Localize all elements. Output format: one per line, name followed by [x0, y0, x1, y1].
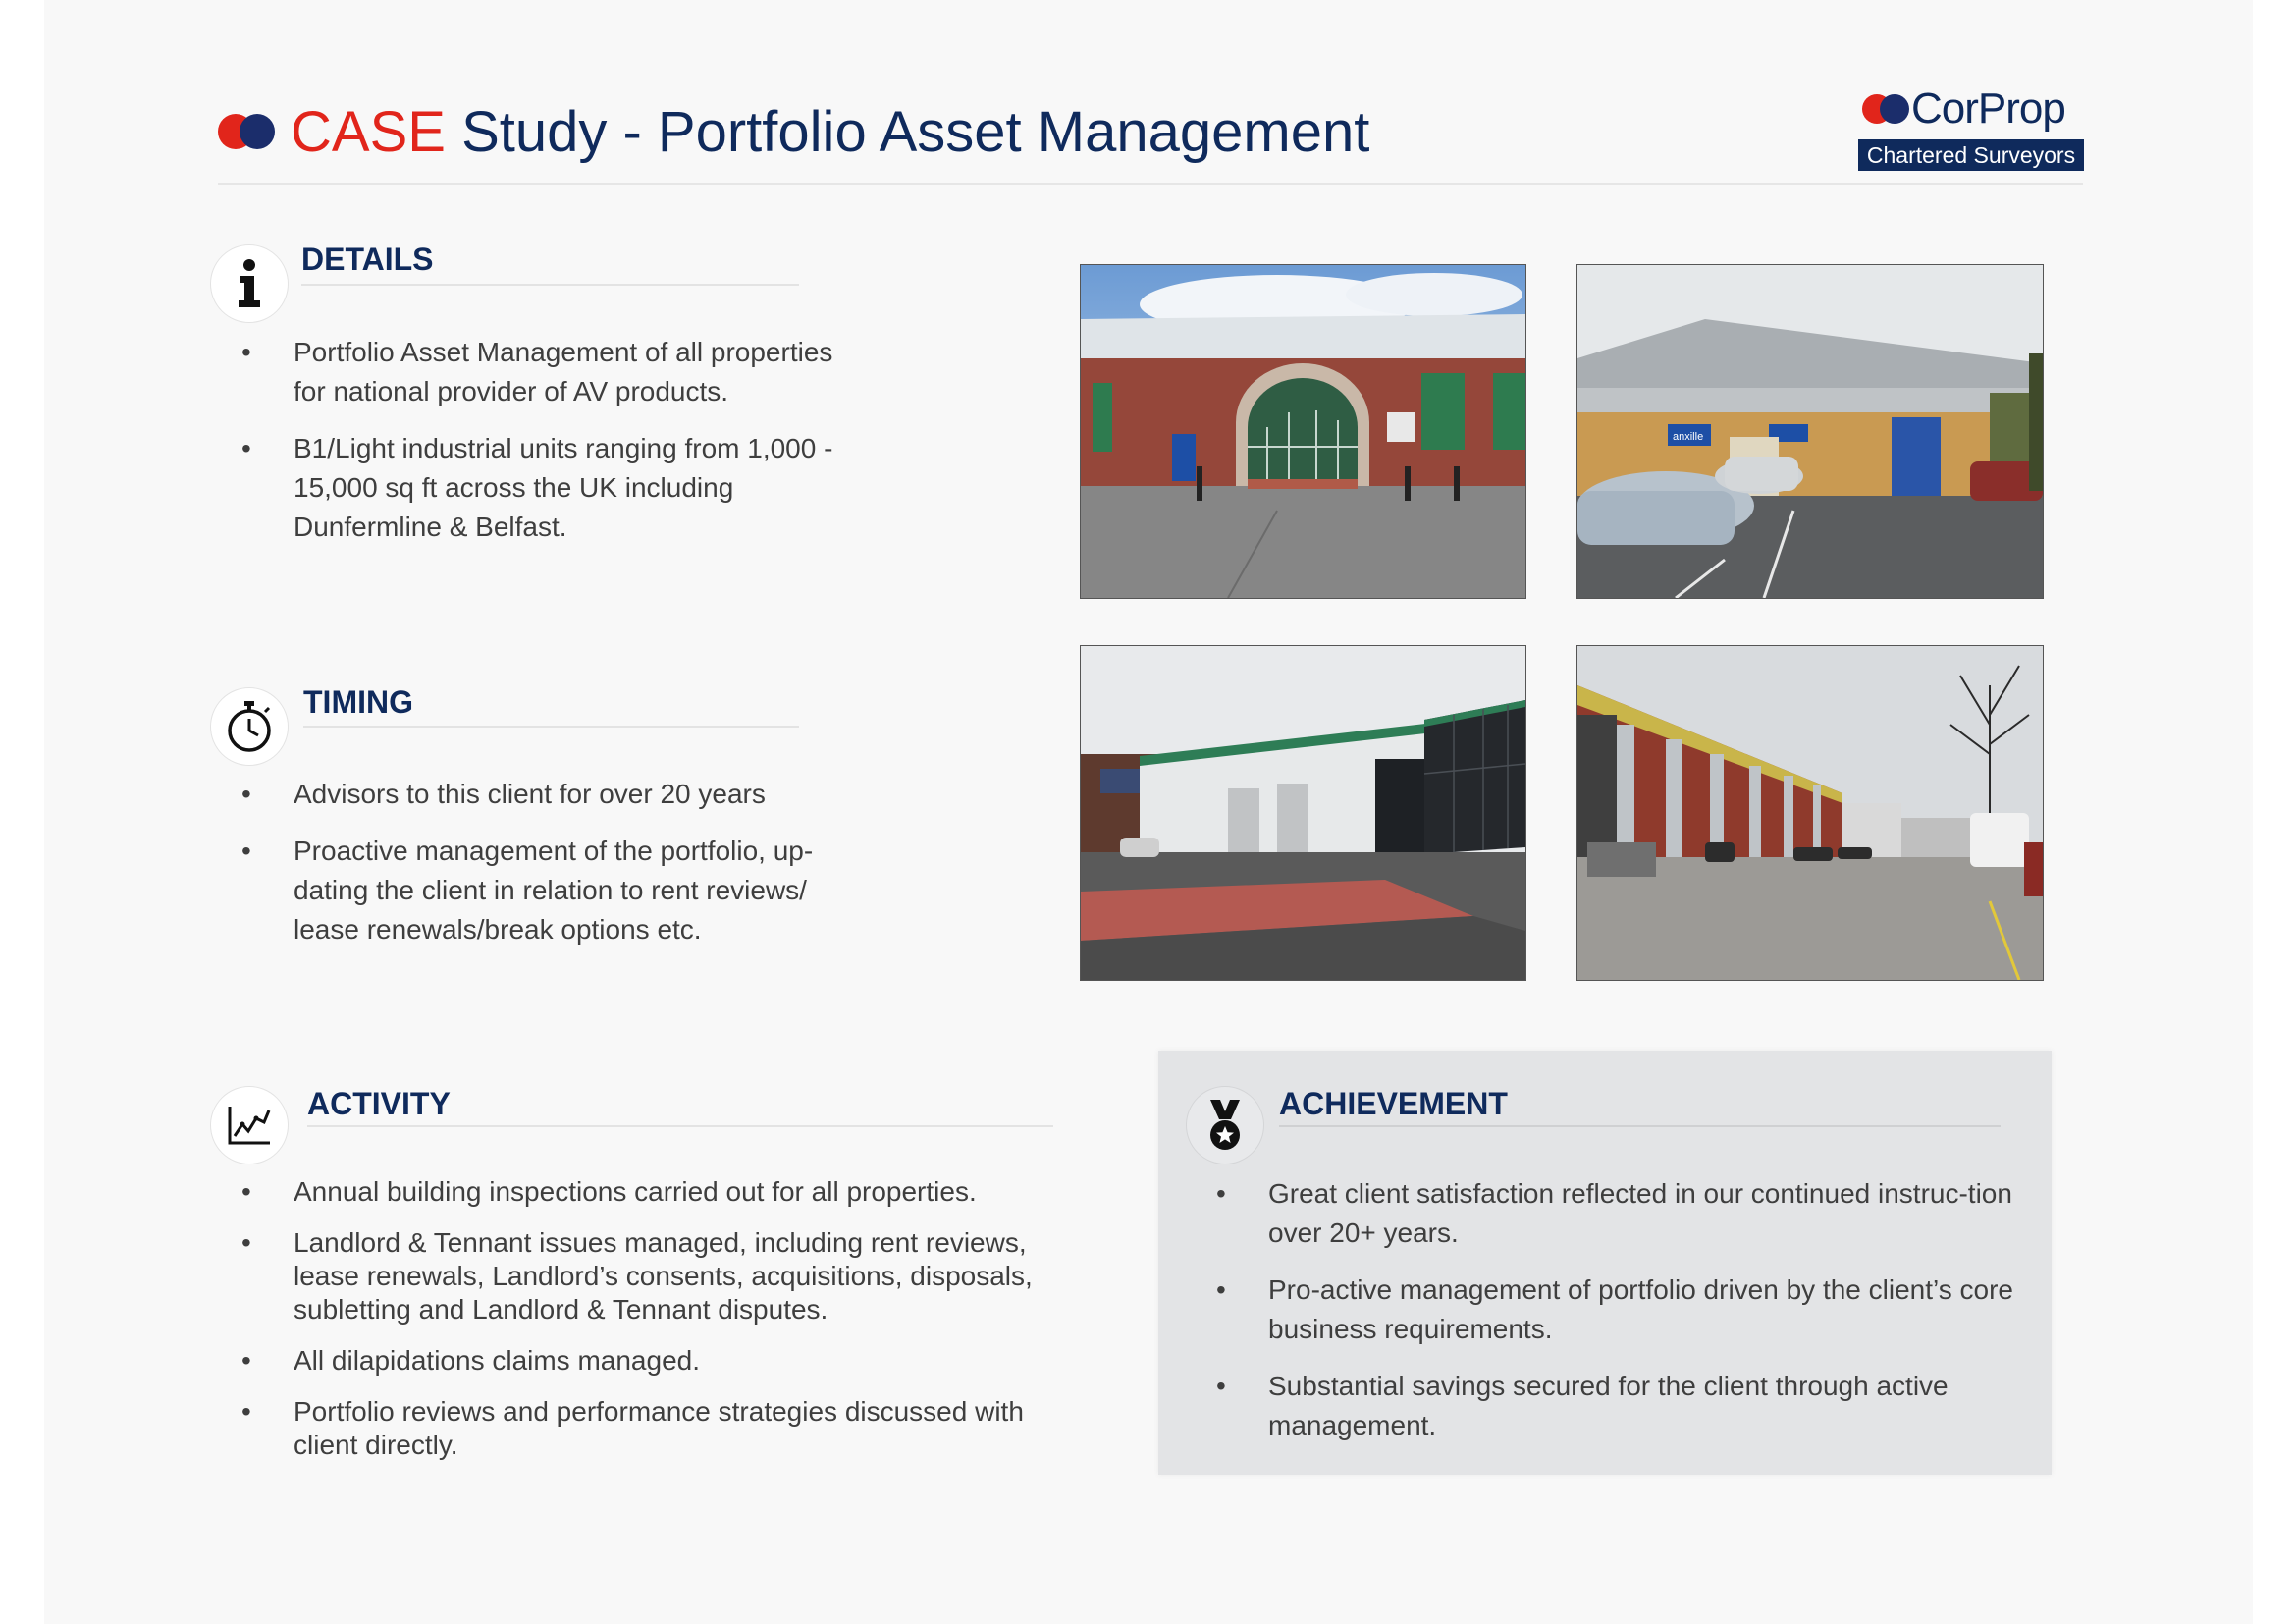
list-item: • Great client satisfaction reflected in our continued instruc-tion over 20+ years.: [1216, 1174, 2021, 1253]
list-item: • Landlord & Tennant issues managed, including rent reviews, lease renewals, Landlord’s consents, acquisitions, disposals, subletting and Landlord & Tennant disputes.: [241, 1226, 1066, 1326]
page-title: [291, 96, 1369, 169]
timing-divider: [303, 726, 799, 728]
info-icon: [210, 244, 289, 323]
list-item: • Pro-active management of portfolio driven by the client’s core business requirements.: [1216, 1271, 2021, 1349]
activity-divider: [307, 1125, 1053, 1127]
details-heading: DETAILS: [301, 242, 434, 277]
achievement-list: [1216, 1174, 2021, 1445]
header-divider: [218, 183, 2083, 185]
activity-list: [241, 1175, 1066, 1462]
list-item: • Advisors to this client for over 20 years: [241, 775, 870, 814]
building-sign: anxille: [1673, 431, 1704, 443]
corprop-logo: [1858, 84, 2084, 173]
logo-brand: CorProp: [1911, 84, 2065, 133]
title-rest: Study - Portfolio Asset Management: [445, 100, 1370, 164]
details-divider: [301, 284, 799, 286]
property-photo-4: [1576, 645, 2044, 981]
achievement-heading: ACHIEVEMENT: [1279, 1086, 1508, 1121]
list-item: • Portfolio reviews and performance strategies discussed with client directly.: [241, 1395, 1066, 1462]
details-list: [241, 333, 870, 547]
list-item: • All dilapidations claims managed.: [241, 1344, 1066, 1378]
property-photo-1: [1080, 264, 1526, 599]
achievement-divider: [1279, 1125, 2001, 1127]
brand-dots-icon: [218, 114, 277, 153]
list-item: • B1/Light industrial units ranging from 1,000 - 15,000 sq ft across the UK including Dunfermline & Belfast.: [241, 429, 870, 547]
logo-tagline: Chartered Surveyors: [1858, 139, 2084, 171]
medal-icon: [1186, 1086, 1264, 1164]
page-header: [218, 96, 2083, 175]
list-item: • Substantial savings secured for the client through active management.: [1216, 1367, 2021, 1445]
property-photo-2: [1576, 264, 2044, 599]
timing-list: [241, 775, 870, 949]
list-item: • Portfolio Asset Management of all properties for national provider of AV products.: [241, 333, 870, 411]
chart-icon: [210, 1086, 289, 1164]
timing-heading: TIMING: [303, 684, 413, 720]
stopwatch-icon: [210, 687, 289, 766]
property-photo-3: [1080, 645, 1526, 981]
list-item: • Proactive management of the portfolio, up-dating the client in relation to rent reviews/ lease renewals/break options etc.: [241, 832, 870, 949]
list-item: • Annual building inspections carried out for all properties.: [241, 1175, 1066, 1209]
activity-heading: ACTIVITY: [307, 1086, 451, 1121]
title-case-word: CASE: [291, 100, 446, 164]
